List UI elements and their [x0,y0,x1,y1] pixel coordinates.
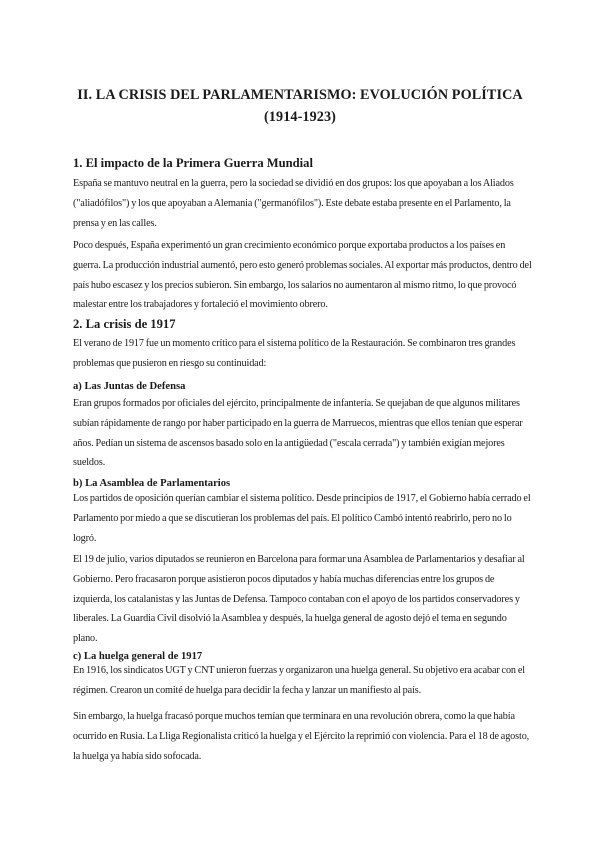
title-line-2: (1914-1923) [263,109,337,125]
paragraph-asamblea-2: El 19 de julio, varios diputados se reunieron en Barcelona para formar una Asamblea de Parlamentarios y desafiar al Gobierno. Pero fracasaron porque asistieron pocos diputados y había muchas diferencias entre los grupos de izquierda, los catalanistas y las Juntas de Defensa. Tampoco contaban con el apoyo de los partidos conservadores y liberales. La Guardia Civil disolvió la Asamblea y después, la huelga general de agosto dejó el tema en segundo plano. [73,554,525,645]
paragraph-huelga-1: En 1916, los sindicatos UGT y CNT unieron fuerzas y organizaron una huelga general. Su objetivo era acabar con el régimen. Crearon un comité de huelga para decidir la fecha y lanzar un manifiesto al país. [73,665,525,696]
paragraph-neutralidad: España se mantuvo neutral en la guerra, pero la sociedad se dividió en dos grupos: los que apoyaban a los Aliados ("aliadófilos") y los que apoyaban a Alemania ("germanófilos"). Este debate estaba presente en el Parlamento, la prensa y en las calles. [73,178,514,229]
document-title [60,84,540,128]
paragraph-asamblea-1: Los partidos de oposición querían cambiar el sistema político. Desde principios de 1917, el Gobierno había cerrado el Parlamento por miedo a que se discutieran los problemas del país. El político Cambó intentó reabrirlo, pero no lo logró. [73,493,531,544]
title-line-1: II. LA CRISIS DEL PARLAMENTARISMO: EVOLUCIÓN POLÍTICA [77,87,523,103]
paragraph-huelga-2: Sin embargo, la huelga fracasó porque muchos temían que terminara en una revolución obrera, como la que había ocurrido en Rusia. La Lliga Regionalista criticó la huelga y el Ejército la reprimió con violencia. Para el 18 de agosto, la huelga ya había sido sofocada. [73,711,530,762]
paragraph-crecimiento-economico: Poco después, España experimentó un gran crecimiento económico porque exportaba productos a los países en guerra. La producción industrial aumentó, pero esto generó problemas sociales. Al exportar más productos, dentro del país hubo escasez y los precios subieron. Sin embargo, los salarios no aumentaron al mismo ritmo, lo que provocó malestar entre los trabajadores y fortaleció el movimiento obrero. [73,240,532,311]
subsection-heading-juntas-defensa: a) Las Juntas de Defensa [73,381,186,392]
section-heading-crisis-1917: 2. La crisis de 1917 [73,317,176,331]
paragraph-juntas-defensa: Eran grupos formados por oficiales del ejército, principalmente de infantería. Se quejaban de que algunos militares subían rápidamente de rango por haber participado en la guerra de Marruecos, mientras que ellos tenían que esperar años. Pedían un sistema de ascensos basado solo en la antigüedad ("escala cerrada") y también exigían mejores sueldos. [73,398,523,469]
subsection-heading-huelga-general: c) La huelga general de 1917 [73,651,203,662]
subsection-heading-asamblea-parlamentarios: b) La Asamblea de Parlamentarios [73,478,231,489]
paragraph-crisis-intro: El verano de 1917 fue un momento crítico para el sistema político de la Restauración. Se combinaron tres grandes problemas que pusieron en riesgo su continuidad: [73,338,516,369]
section-heading-impacto-guerra: 1. El impacto de la Primera Guerra Mundial [73,156,313,170]
